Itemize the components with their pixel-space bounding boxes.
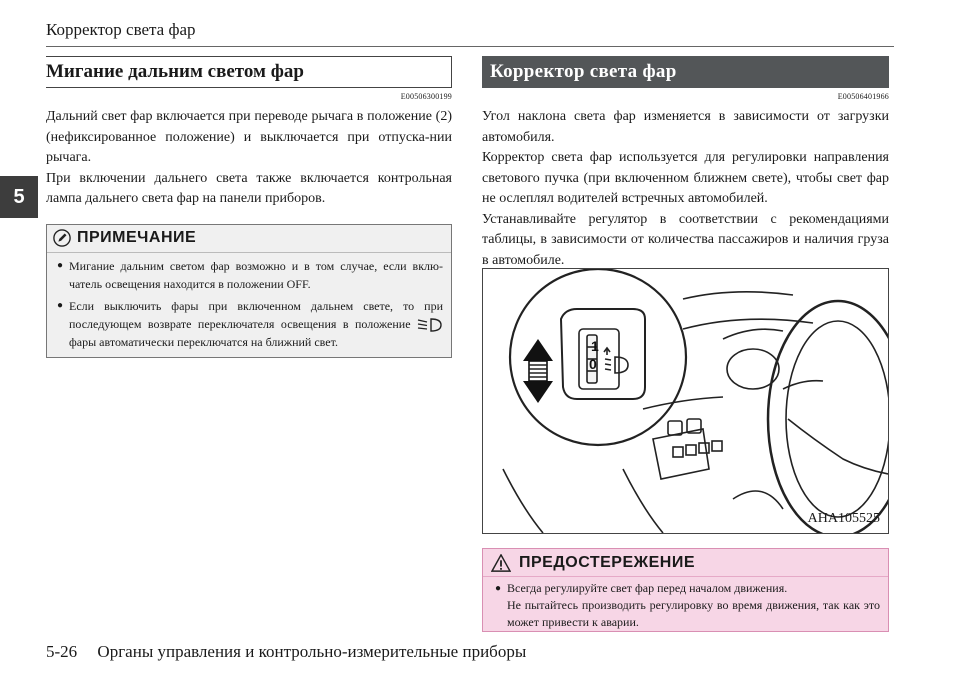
paragraph-leveling-2: Корректор света фар используется для регулировки направления светового пучка (при включенном ближнем свете), чтобы свет фар не ослеплял водителей встречных автомобилей. xyxy=(482,150,889,206)
warning-title: ПРЕДОСТЕРЕЖЕНИЕ xyxy=(519,553,695,571)
warning-box xyxy=(482,548,889,632)
footer-section-title: Органы управления и контрольно-измерительные приборы xyxy=(97,642,527,661)
warning-bullet-text xyxy=(507,580,880,631)
bullet-dot: ● xyxy=(57,259,64,271)
note-bullet-2 xyxy=(69,297,443,351)
paragraph-leveling-1: Угол наклона света фар изменяется в зависимости от загрузки автомобиля. xyxy=(482,109,889,145)
dial-mark-0: 0 xyxy=(589,356,597,372)
pencil-note-icon xyxy=(53,229,71,247)
warning-bullet xyxy=(483,577,888,631)
bullet-dot: ● xyxy=(495,583,502,594)
note-bullet xyxy=(47,293,451,351)
paragraph-leveling-3: Устанавливайте регулятор в соответствии с рекомендациями таблицы, в зависимости от количества пассажиров и наличия груза в автомобиле. xyxy=(482,211,889,268)
paragraph-high-beam-2: При включении дальнего света также включается контрольная лампа дальнего света фар на панели приборов. xyxy=(46,170,452,206)
warning-text-line2: Не пытайтесь производить регулировку во время движения, так как это может привести к аварии. xyxy=(507,598,880,629)
note-bullet-2-text-a: Если выключить фары при включенном дальнем свете, то при последующем возврате переключателя освещения в положение xyxy=(69,298,443,331)
page-number: 5-26 xyxy=(46,642,78,661)
low-beam-icon xyxy=(417,317,443,333)
bullet-dot: ● xyxy=(57,299,64,311)
section-code-left: E00506300199 xyxy=(400,92,452,101)
dial-mark-1: 1 xyxy=(591,338,599,354)
dashboard-illustration xyxy=(483,269,888,533)
section-heading-leveling: Корректор света фар xyxy=(482,56,889,88)
note-title: ПРИМЕЧАНИЕ xyxy=(77,229,197,246)
chapter-tab: 5 xyxy=(0,176,38,218)
left-column xyxy=(46,56,452,358)
right-column xyxy=(482,56,889,271)
note-bullet-1-text: Мигание дальним светом фар возможно и в том случае, если вклю-чатель освещения находится в положении OFF. xyxy=(69,258,443,291)
section-heading-high-beam: Мигание дальним светом фар xyxy=(46,56,452,88)
warning-text-line1: Всегда регулируйте свет фар перед началом движения. xyxy=(507,581,788,595)
note-bullet xyxy=(47,253,451,293)
page-footer xyxy=(46,642,526,662)
section-code-right: E00506401966 xyxy=(837,92,889,101)
headlight-leveling-figure xyxy=(482,268,889,534)
warning-title-row xyxy=(483,549,888,577)
note-bullet-2-text-b: фары автоматически переключатся на ближний свет. xyxy=(69,334,338,349)
note-box xyxy=(46,224,452,358)
warning-triangle-icon xyxy=(491,554,511,572)
header-rule xyxy=(46,46,894,47)
figure-code: AHA105525 xyxy=(807,511,880,526)
note-title-row xyxy=(47,225,451,253)
running-head: Корректор света фар xyxy=(46,20,196,39)
paragraph-high-beam-1: Дальний свет фар включается при переводе рычага в положение (2) (нефиксированное положение) и выключается при отпуска-нии рычага. xyxy=(46,109,452,165)
